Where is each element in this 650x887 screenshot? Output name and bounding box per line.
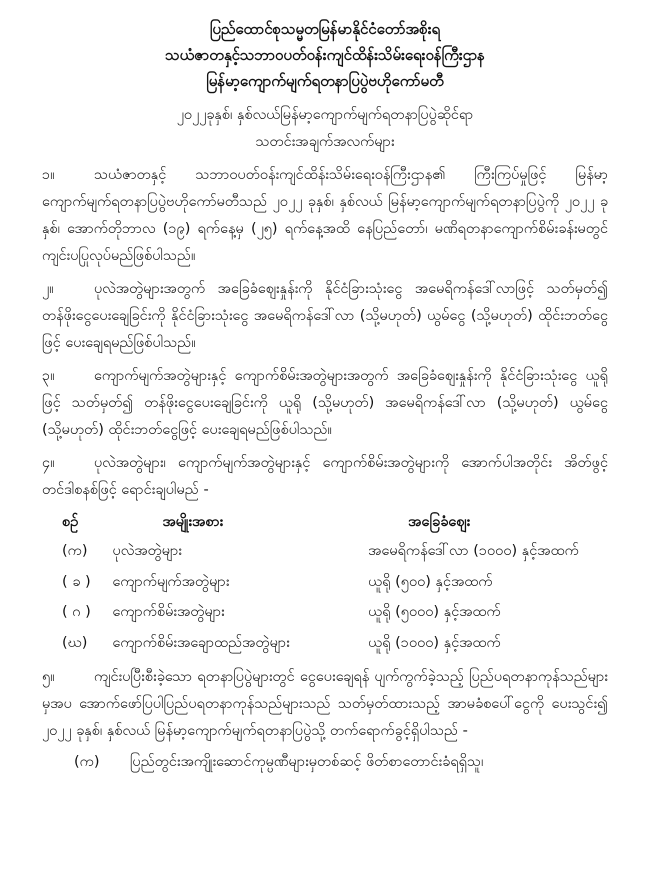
paragraph-1 xyxy=(42,162,608,270)
paragraph-text: ကျင်းပပြီးစီးခဲ့သော ရတနာပြပွဲများတွင် ငွေပေးချေရန် ပျက်ကွက်ခဲ့သည့် ပြည်ပရတနာကုန်သည်များမှအပ အောက်ဖော်ပြပါပြည်ပရတနာကုန်သည်များသည် သတ်မှတ်ထားသည့် အာမခံစပေါ်ငွေကို ပေးသွင်း၍ ၂၀၂၂ ခုနှစ်၊ နှစ်လယ် မြန်မာ့ကျောက်မျက်ရတနာပြပွဲသို့ တက်ရောက်ခွင့်ရှိပါသည် - xyxy=(42,669,608,739)
paragraph-number: ၄။ xyxy=(42,455,55,471)
paragraph-5 xyxy=(42,664,608,745)
paragraph-number: ၁။ xyxy=(42,167,55,183)
paragraph-2 xyxy=(42,276,608,357)
row-type: ကျောက်မျက်အတွဲများ xyxy=(112,573,230,590)
sub-item-a xyxy=(42,749,608,776)
paragraph-text: ပုလဲအတွဲများ၊ ကျောက်မျက်အတွဲများနှင့် ကျောက်စိမ်းအတွဲများကို အောက်ပါအတိုင်း အိတ်ဖွင့်တင်ဒါစနစ်ဖြင့် ရောင်းချပါမည် - xyxy=(42,455,608,498)
subtitle-line-2: သတင်းအချက်အလက်များ xyxy=(255,134,395,150)
table-row xyxy=(42,597,608,628)
row-base-price: ယူရို (၅၀၀၀) နှင့်အထက် xyxy=(368,604,501,620)
row-serial: ( ဂ ) xyxy=(62,604,91,620)
header-government: ပြည်ထောင်စုသမ္မတမြန်မာနိုင်ငံတော်အစိုးရ xyxy=(209,20,441,38)
sub-item-text: ပြည်တွင်းအကျိုးဆောင်ကုမ္ပဏီများမှတစ်ဆင့် ဖိတ်စာတောင်းခံရရှိသူ၊ xyxy=(130,754,484,770)
price-table xyxy=(42,508,608,658)
paragraph-text: သယံဇာတနှင့် သဘာဝပတ်ဝန်းကျင်ထိန်းသိမ်းရေးဝန်ကြီးဌာန၏ ကြီးကြပ်မှုဖြင့် မြန်မာ့ကျောက်မျက်ရတနာပြပွဲဗဟိုကော်မတီသည် ၂၀၂၂ ခုနှစ်၊ နှစ်လယ် မြန်မာ့ကျောက်မျက်ရတနာပြပွဲကို ၂၀၂၂ ခုနှစ်၊ အောက်တိုဘာလ (၁၉) ရက်နေ့မှ (၂၅) ရက်နေ့အထိ နေပြည်တော်၊ မဏိရတနာကျောက်စိမ်းခန်းမတွင် ကျင်းပပြုလုပ်မည်ဖြစ်ပါသည်။ xyxy=(42,167,608,264)
header-ministry: သယံဇာတနှင့်သဘာဝပတ်ဝန်းကျင်ထိန်းသိမ်းရေးဝန်ကြီးဌာန xyxy=(165,46,485,64)
header-committee: မြန်မာ့ကျောက်မျက်ရတနာပြပွဲဗဟိုကော်မတီ xyxy=(206,72,444,90)
document-header xyxy=(42,16,608,94)
paragraph-3 xyxy=(42,363,608,444)
row-type: ပုလဲအတွဲများ xyxy=(112,543,182,559)
column-header-base-price: အခြေခံဈေး xyxy=(408,514,471,530)
row-type: ကျောက်စိမ်းအချောထည်အတွဲများ xyxy=(112,634,290,651)
column-header-serial: စဉ် xyxy=(62,514,79,530)
paragraph-text: ပုလဲအတွဲများအတွက် အခြေခံဈေးနှုန်းကို နိုင်ငံခြားသုံးငွေ အမေရိကန်ဒေါ်လာဖြင့် သတ်မှတ်၍ တန်ဖိုးငွေပေးချေခြင်းကို နိုင်ငံခြားသုံးငွေ အမေရိကန်ဒေါ်လာ (သို့မဟုတ်) ယွမ်ငွေ (သို့မဟုတ်) ထိုင်းဘတ်ငွေဖြင့် ပေးချေရမည်ဖြစ်ပါသည်။ xyxy=(42,281,608,351)
row-type: ကျောက်စိမ်းအတွဲများ xyxy=(112,604,225,620)
row-serial: (က) xyxy=(62,543,88,559)
table-header-row xyxy=(42,508,608,536)
column-header-type: အမျိုးအစား xyxy=(162,514,224,530)
paragraph-text: ကျောက်မျက်အတွဲများနှင့် ကျောက်စိမ်းအတွဲများအတွက် အခြေခံဈေးနှုန်းကို နိုင်ငံခြားသုံးငွေ ယူရိုဖြင့် သတ်မှတ်၍ တန်ဖိုးငွေပေးချေခြင်းကို ယူရို (သို့မဟုတ်) အမေရိကန်ဒေါ်လာ (သို့မဟုတ်) ယွမ်ငွေ (သို့မဟုတ်) ထိုင်းဘတ်ငွေဖြင့် ပေးချေရမည်ဖြစ်ပါသည်။ xyxy=(42,368,608,438)
row-base-price: ယူရို (၅၀၀) နှင့်အထက် xyxy=(368,573,493,590)
row-serial: (ဃ) xyxy=(62,634,88,651)
table-row xyxy=(42,567,608,598)
subtitle-line-1: ၂၀၂၂ခုနှစ်၊ နှစ်လယ်မြန်မာ့ကျောက်မျက်ရတနာပြပွဲဆိုင်ရာ xyxy=(176,107,474,123)
table-row xyxy=(42,536,608,567)
paragraph-number: ၅။ xyxy=(42,669,55,685)
document-subtitle xyxy=(42,102,608,156)
table-row xyxy=(42,628,608,659)
paragraph-4 xyxy=(42,450,608,504)
row-base-price: ယူရို (၁၀၀၀) နှင့်အထက် xyxy=(368,634,501,651)
paragraph-number: ၃။ xyxy=(42,368,55,384)
row-base-price: အမေရိကန်ဒေါ်လာ (၁၀၀၀) နှင့်အထက် xyxy=(368,543,579,559)
sub-item-label: (က) xyxy=(74,754,100,770)
row-serial: ( ခ ) xyxy=(62,573,91,590)
paragraph-number: ၂။ xyxy=(42,281,54,297)
